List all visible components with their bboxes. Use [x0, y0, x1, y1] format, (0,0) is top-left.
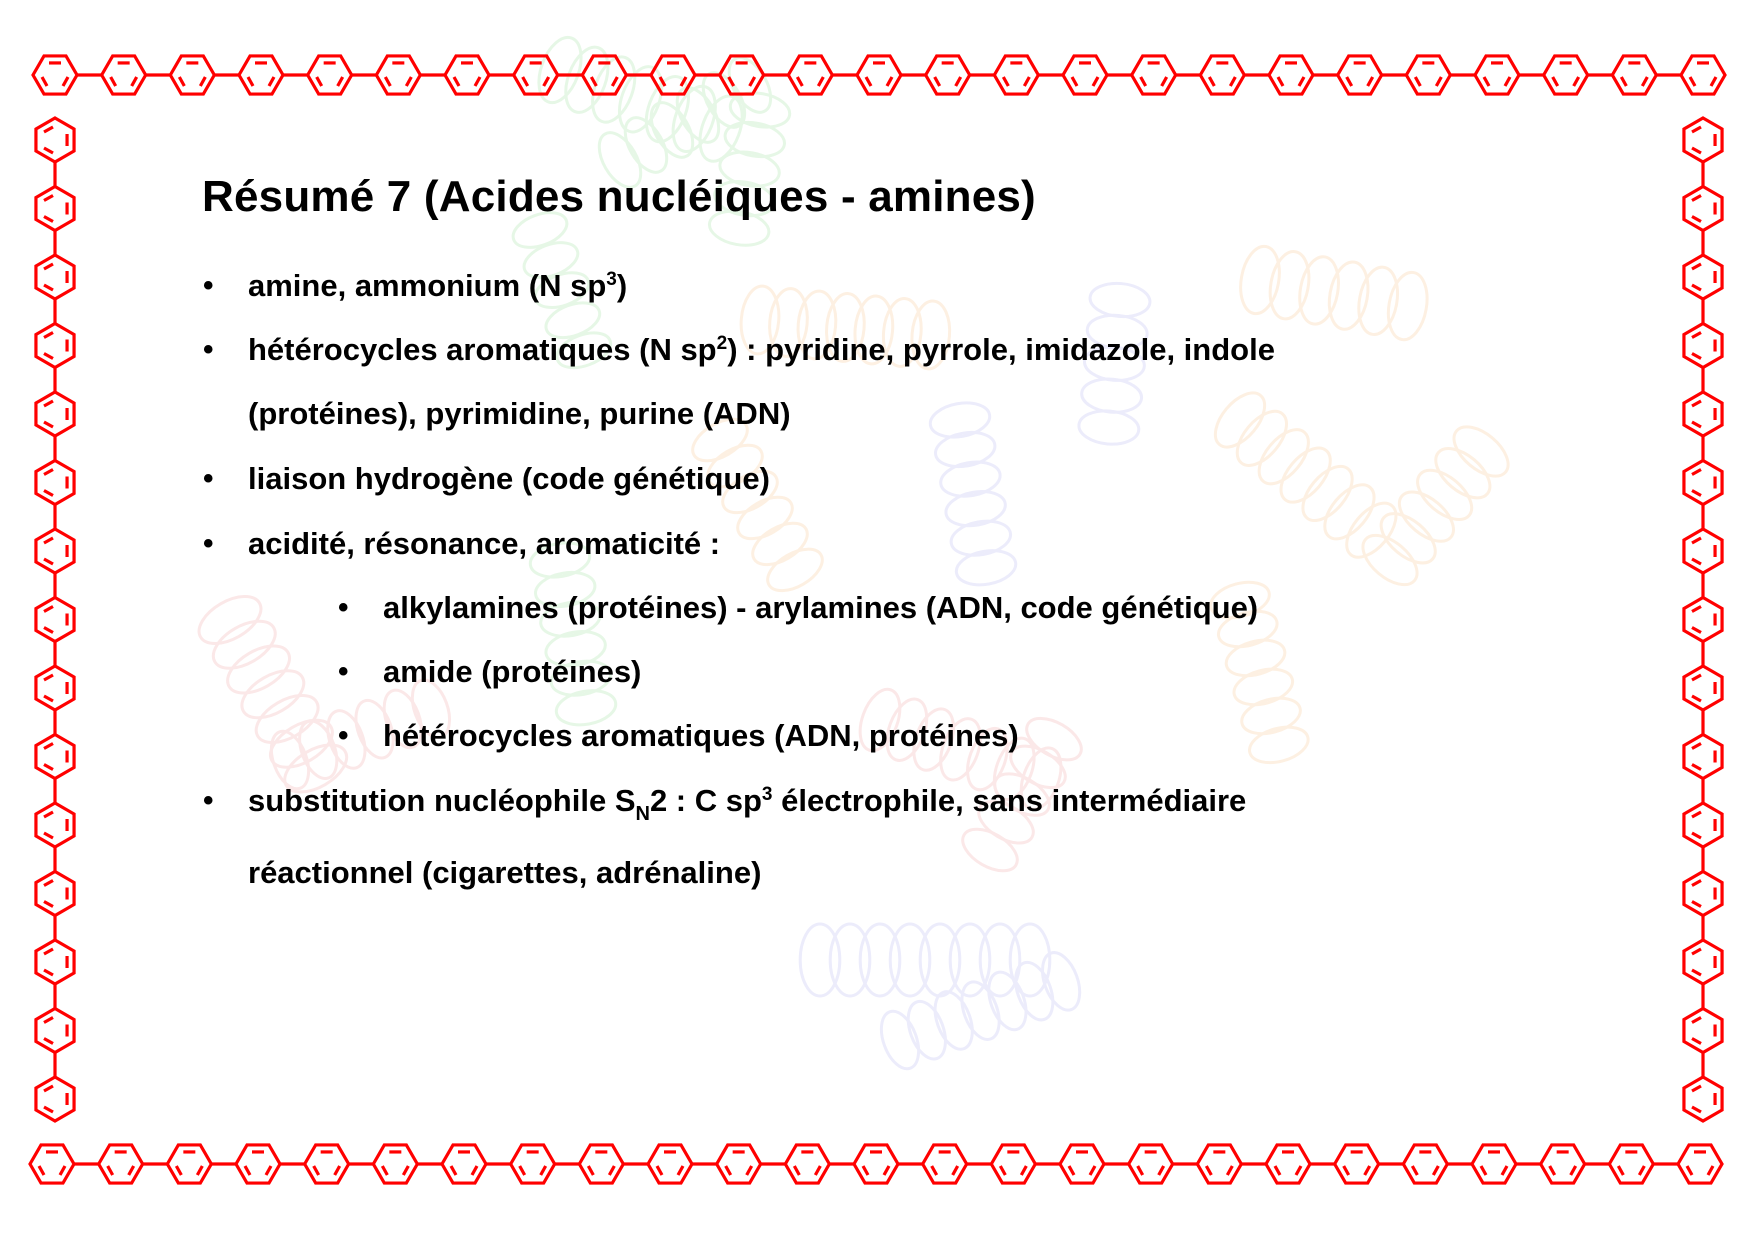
bullet-dot-icon: • — [203, 527, 214, 560]
bullet-dot-icon: • — [338, 719, 349, 752]
bullet-dot-icon: • — [338, 591, 349, 624]
bullet-text: hétérocycles aromatiques (N $sp^2$) : pyridine, pyrrole, imidazole, indole — [248, 332, 1275, 367]
bullet-text: (protéines), pyrimidine, purine (ADN) — [248, 396, 791, 431]
bullet-text: acidité, résonance, aromaticité : — [248, 526, 721, 561]
bullet-text: liaison hydrogène (code génétique) — [248, 461, 770, 496]
bullet-text: substitution nucléophile $S_N2$ : C $sp^3$ électrophile, sans intermédiaire — [248, 783, 1247, 825]
bullet-text: amide (protéines) — [383, 654, 642, 689]
bullet-text: alkylamines (protéines) - arylamines (ADN, code génétique) — [383, 590, 1259, 625]
bullet-dot-icon: • — [203, 462, 214, 495]
bullet-dot-icon: • — [203, 269, 214, 302]
bullet-text: hétérocycles aromatiques (ADN, protéines) — [383, 718, 1019, 753]
slide-title: Résumé 7 (Acides nucléiques - amines) — [202, 172, 1036, 221]
bullet-dot-icon: • — [203, 333, 214, 366]
bullet-dot-icon: • — [203, 784, 214, 817]
bullet-dot-icon: • — [338, 655, 349, 688]
bullet-text: réactionnel (cigarettes, adrénaline) — [248, 855, 762, 890]
bullet-text: amine, ammonium (N $sp^3$) — [248, 268, 628, 303]
